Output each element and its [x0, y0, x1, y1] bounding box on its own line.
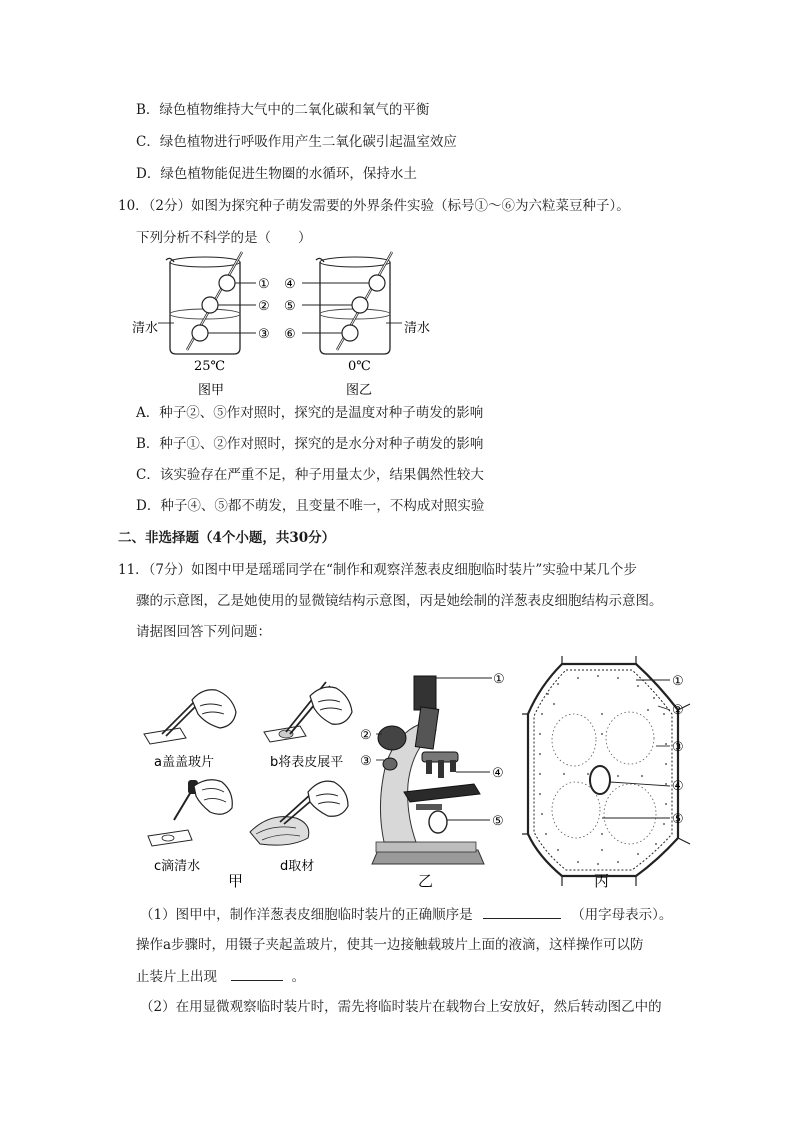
- seed-label-4: ④: [284, 277, 296, 292]
- caption-jia-steps: 甲: [228, 872, 244, 890]
- beaker-yi: [284, 252, 430, 398]
- caption-yi: 图乙: [346, 383, 373, 398]
- water-label-jia: 清水: [132, 321, 159, 336]
- q10-option-a: A．种子②、⑤作对照时，探究的是温度对种子萌发的影响: [136, 405, 484, 421]
- q9-option-d: D．绿色植物能促进生物圈的水循环，保持水土: [136, 166, 417, 182]
- q9-option-b: B．绿色植物维持大气中的二氧化碳和氧气的平衡: [136, 102, 430, 118]
- answer-blank-order[interactable]: [483, 904, 561, 919]
- scope-label-1: ①: [493, 672, 505, 687]
- q11-sub1-line-2: 操作a步骤时，用镊子夹起盖玻片，使其一边接触载玻片上面的液滴，这样操作可以防: [136, 937, 644, 953]
- q10-option-c: C．该实验存在严重不足，种子用量太少，结果偶然性较大: [136, 467, 484, 483]
- q9-option-c: C．绿色植物进行呼吸作用产生二氧化碳引起温室效应: [136, 134, 457, 150]
- q11-sub1-line-1: [140, 904, 672, 925]
- figure-bing-cell: [518, 654, 694, 894]
- q11-stem-line-1: 11．（7分）如图中甲是瑶瑶同学在“制作和观察洋葱表皮细胞临时装片”实验中某几个步: [118, 562, 637, 578]
- step-d-label: d取材: [280, 859, 315, 874]
- scope-label-4: ④: [492, 766, 504, 781]
- microscope-illustration: [372, 676, 484, 864]
- caption-yi-scope: 乙: [418, 872, 434, 890]
- q11-sub1-text-c: 止装片上出现: [136, 969, 217, 985]
- scope-label-5: ⑤: [492, 814, 504, 829]
- seed-label-5: ⑤: [284, 299, 296, 314]
- scope-label-2: ②: [360, 728, 372, 743]
- cell-label-5: ⑤: [672, 812, 684, 827]
- seed-label-6: ⑥: [284, 327, 296, 342]
- cell-label-1: ①: [672, 674, 684, 689]
- cell-illustration: [522, 656, 690, 886]
- beaker-figure: [130, 250, 450, 400]
- figure-jia-steps: [140, 672, 360, 894]
- q11-sub2-line-1: （2）在用显微观察临时装片时，需先将临时装片在载物台上安放好，然后转动图乙中的: [140, 999, 662, 1015]
- beaker-jia: [132, 252, 270, 398]
- q11-sub1-line-3: [136, 966, 305, 987]
- temp-yi: 0℃: [348, 359, 371, 374]
- water-label-yi: 清水: [404, 321, 431, 336]
- step-c-label: c滴清水: [154, 859, 201, 874]
- seed-label-2: ②: [258, 299, 270, 314]
- answer-blank-bubbles[interactable]: [231, 966, 283, 981]
- cell-label-4: ④: [672, 779, 684, 794]
- step-d-illustration: [250, 781, 348, 845]
- temp-jia: 25℃: [194, 359, 226, 374]
- q11-stem-line-3: 请据图回答下列问题：: [136, 624, 271, 640]
- cell-label-3: ③: [672, 740, 684, 755]
- scope-label-3: ③: [360, 754, 372, 769]
- seed-label-3: ③: [258, 327, 270, 342]
- cell-label-2: ②: [672, 703, 684, 718]
- step-c-illustration: [148, 780, 232, 846]
- q10-option-d: D．种子④、⑤都不萌发，且变量不唯一，不构成对照实验: [136, 498, 485, 514]
- q11-stem-line-2: 骤的示意图，乙是她使用的显微镜结构示意图，丙是她绘制的洋葱表皮细胞结构示意图。: [136, 593, 663, 609]
- step-b-label: b将表皮展平: [270, 755, 344, 770]
- figure-yi-microscope: [356, 664, 516, 894]
- section-2-title: 二、非选择题（4个小题，共30分）: [118, 530, 336, 546]
- caption-bing-cell: 丙: [594, 872, 610, 890]
- step-a-label: a盖盖玻片: [154, 755, 214, 770]
- q11-sub1-text-a: （1）图甲中，制作洋葱表皮细胞临时装片的正确顺序是: [140, 907, 473, 923]
- q10-stem-2: 下列分析不科学的是（ ）: [136, 230, 312, 246]
- q11-sub1-text-b: （用字母表示）。: [571, 907, 673, 923]
- seed-label-1: ①: [258, 277, 270, 292]
- q10-option-b: B．种子①、②作对照时，探究的是水分对种子萌发的影响: [136, 436, 484, 452]
- q11-sub1-text-d: 。: [291, 969, 306, 985]
- q10-stem: 10．（2分）如图为探究种子萌发需要的外界条件实验（标号①～⑥为六粒菜豆种子）。: [118, 198, 630, 214]
- step-a-illustration: [144, 690, 236, 744]
- step-b-illustration: [264, 682, 352, 742]
- caption-jia: 图甲: [198, 383, 225, 398]
